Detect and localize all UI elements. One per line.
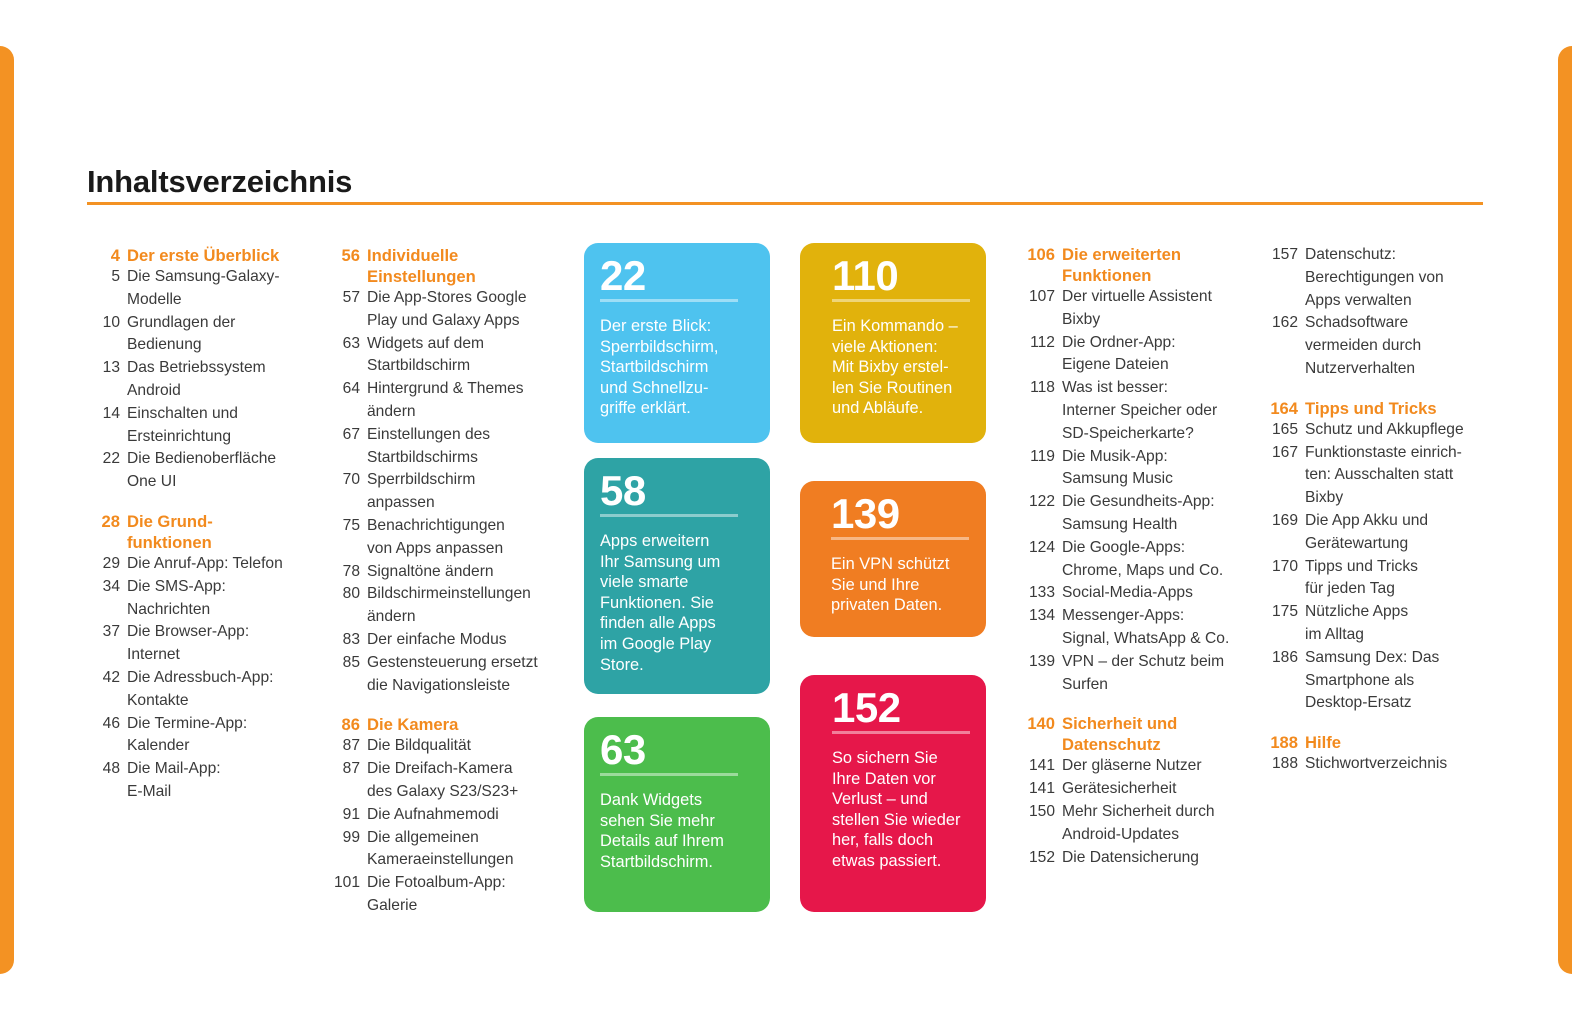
tile-divider [832,731,970,734]
entry-page-number: 87 [342,760,360,778]
section-title: Die Grund- funktionen [127,511,213,552]
toc-entry[interactable] [326,735,556,758]
section-page-number: 56 [341,246,360,265]
section-heading[interactable] [1015,244,1245,286]
highlight-tile-63[interactable] [584,717,770,912]
entry-page-number: 122 [1028,493,1055,511]
entry-title: Die Browser-App: Internet [127,623,250,664]
highlight-tile-22[interactable] [584,243,770,443]
entry-title: Die Bildqualität [367,737,472,755]
entry-title: Die Mail-App: E-Mail [127,760,221,800]
entry-page-number: 46 [102,714,120,732]
section-heading[interactable] [86,245,306,266]
tile-page-number: 139 [831,490,900,537]
entry-title: Die Aufnahmemodi [367,805,499,823]
section-page-number: 164 [1270,398,1298,418]
entry-title: Stichwortverzeichnis [1305,755,1448,773]
entry-page-number: 165 [1271,420,1298,438]
toc-entry[interactable] [86,713,306,759]
entry-page-number: 170 [1271,557,1298,575]
entry-page-number: 101 [333,874,360,892]
toc-entry[interactable] [86,553,306,576]
tile-divider [832,299,970,302]
tile-description: Dank Widgets sehen Sie mehr Details auf Ihrem Startbildschirm. [600,791,724,871]
entry-page-number: 119 [1030,447,1055,465]
toc-entry[interactable] [326,378,556,424]
entry-title: Funktionstaste einrich- ten: Ausschalten statt Bixby [1305,443,1462,507]
tile-description: Ein VPN schützt Sie und Ihre privaten Daten. [831,555,950,615]
entry-page-number: 14 [102,404,120,422]
toc-entry[interactable] [86,621,306,667]
toc-entry[interactable] [1015,582,1245,605]
entry-page-number: 169 [1271,511,1298,529]
entry-page-number: 175 [1271,603,1298,621]
entry-page-number: 152 [1028,848,1055,866]
entry-page-number: 141 [1028,757,1055,775]
page-title: Inhaltsverzeichnis [87,164,353,199]
tile-description: Der erste Blick: Sperrbildschirm, Startbildschirm und Schnellzu- griffe erklärt. [600,317,719,418]
entry-title: Die Termine-App: Kalender [127,714,248,755]
tile-page-number: 63 [600,726,646,773]
toc-entry[interactable] [1015,605,1245,651]
toc-section [1015,244,1245,696]
section-heading[interactable] [1258,398,1488,419]
toc-section [326,714,556,917]
entry-title: Grundlagen der Bedienung [127,313,236,354]
toc-entry[interactable] [326,469,556,515]
entry-page-number: 5 [111,268,120,285]
entry-title: Schadsoftware vermeiden durch Nutzerverhalten [1305,314,1422,377]
tile-page-number: 152 [832,684,901,731]
toc-entry[interactable] [86,312,306,358]
entry-title: Schutz und Akkupflege [1305,420,1464,438]
entry-page-number: 91 [342,805,360,823]
toc-entry[interactable] [86,357,306,403]
highlight-tile-58[interactable] [584,458,770,694]
section-title: Individuelle Einstellungen [367,246,476,286]
section-page-number: 188 [1270,733,1298,753]
entry-page-number: 22 [102,450,120,468]
highlight-tile-139[interactable] [800,481,986,637]
toc-entry[interactable] [326,424,556,470]
entry-page-number: 118 [1030,379,1055,397]
section-page-number: 140 [1027,714,1055,734]
entry-page-number: 75 [342,516,360,534]
entry-page-number: 34 [102,577,120,595]
toc-column-3 [1015,244,1245,869]
entry-page-number: 85 [342,653,360,671]
entry-title: Der gläserne Nutzer [1062,757,1202,775]
tile-divider [831,537,969,540]
entry-page-number: 186 [1271,648,1298,666]
entry-page-number: 70 [342,471,360,489]
toc-entry[interactable] [1258,753,1488,776]
entry-title: VPN – der Schutz beim Surfen [1062,652,1225,693]
entry-title: Die Anruf-App: Telefon [127,554,283,572]
entry-page-number: 107 [1028,288,1055,305]
entry-page-number: 67 [342,425,360,443]
entry-title: Benachrichtigungen von Apps anpassen [367,516,505,557]
section-heading[interactable] [1015,713,1245,755]
entry-page-number: 10 [102,313,120,331]
toc-entry[interactable] [1258,510,1488,556]
toc-entry[interactable] [1015,847,1245,870]
toc-section [1258,732,1488,776]
section-title: Die Kamera [367,715,459,735]
entry-title: Hintergrund & Themes ändern [367,380,524,420]
toc-entry[interactable] [326,515,556,561]
entry-title: Die Samsung-Galaxy- Modelle [127,268,280,308]
entry-page-number: 87 [342,737,360,755]
toc-section [1015,713,1245,869]
entry-title: Social-Media-Apps [1062,584,1193,602]
entry-page-number: 57 [342,289,360,306]
toc-section [86,245,306,494]
section-page-number: 4 [110,246,120,265]
section-heading[interactable] [1258,732,1488,753]
entry-title: Die allgemeinen Kameraeinstellungen [367,828,514,869]
right-edge-decoration [1558,46,1572,974]
entry-title: Sperrbildschirm anpassen [367,471,476,512]
entry-page-number: 64 [342,380,360,398]
entry-title: Die Adressbuch-App: Kontakte [127,668,274,709]
section-heading[interactable] [86,511,306,553]
entry-page-number: 83 [342,630,360,648]
entry-title: Die SMS-App: Nachrichten [127,577,226,618]
entry-title: Signaltöne ändern [367,562,494,580]
toc-column-1 [86,245,306,804]
section-heading[interactable] [326,714,556,735]
toc-entry[interactable] [1258,419,1488,442]
toc-entry[interactable] [1258,312,1488,380]
toc-entry[interactable] [326,827,556,873]
entry-page-number: 139 [1028,652,1055,670]
highlight-tile-110[interactable] [800,243,986,443]
toc-entry[interactable] [326,287,556,333]
toc-section [1258,244,1488,381]
toc-section [1258,398,1488,715]
toc-entry[interactable] [86,758,306,804]
toc-entry[interactable] [1258,601,1488,647]
entry-page-number: 13 [102,359,120,377]
toc-entry[interactable] [86,266,306,312]
entry-page-number: 167 [1271,443,1298,461]
toc-entry[interactable] [86,448,306,494]
section-title: Der erste Überblick [127,246,280,265]
entry-title: Der virtuelle Assistent Bixby [1062,288,1212,328]
entry-page-number: 63 [342,334,360,352]
section-title: Die erweiterten Funktionen [1062,245,1181,285]
toc-entry[interactable] [1015,491,1245,537]
toc-entry[interactable] [1258,442,1488,510]
toc-entry[interactable] [326,804,556,827]
tile-page-number: 58 [600,467,646,514]
section-title: Tipps und Tricks [1305,398,1437,418]
section-page-number: 28 [101,511,120,531]
section-title: Hilfe [1305,733,1341,753]
toc-section [326,245,556,697]
entry-title: Die Fotoalbum-App: Galerie [367,874,506,914]
entry-title: Die App Akku und Gerätewartung [1305,511,1429,552]
toc-entry[interactable] [86,403,306,449]
entry-title: Die Google-Apps: Chrome, Maps und Co. [1062,538,1224,579]
tile-page-number: 22 [600,252,646,299]
entry-title: Samsung Dex: Das Smartphone als Desktop-Ersatz [1305,648,1440,712]
entry-page-number: 42 [102,668,120,686]
highlight-tile-152[interactable] [800,675,986,912]
title-divider [87,202,1483,205]
entry-title: Messenger-Apps: Signal, WhatsApp & Co. [1062,607,1230,647]
toc-entry[interactable] [1015,537,1245,583]
entry-page-number: 157 [1271,246,1298,263]
toc-entry[interactable] [1015,332,1245,378]
entry-title: Das Betriebssystem Android [127,359,266,399]
entry-title: Die Gesundheits-App: Samsung Health [1062,493,1215,533]
toc-entry[interactable] [326,583,556,629]
section-page-number: 106 [1027,245,1055,264]
entry-title: Die Bedienoberfläche One UI [127,450,277,491]
toc-entry[interactable] [1015,778,1245,801]
toc-section [86,511,306,804]
entry-page-number: 141 [1028,780,1055,798]
entry-page-number: 37 [102,623,120,641]
toc-column-2 [326,245,556,918]
entry-title: Die Dreifach-Kamera des Galaxy S23/S23+ [367,760,519,800]
toc-entry[interactable] [1015,286,1245,332]
entry-page-number: 78 [342,562,360,580]
toc-entry[interactable] [1015,377,1245,445]
toc-entry[interactable] [326,629,556,652]
toc-column-4 [1258,244,1488,776]
section-title: Sicherheit und Datenschutz [1062,714,1178,755]
toc-entry[interactable] [1258,556,1488,602]
entry-title: Die Datensicherung [1062,848,1199,866]
entry-page-number: 112 [1030,333,1055,351]
toc-entry[interactable] [1015,755,1245,778]
toc-entry[interactable] [326,561,556,584]
entry-page-number: 99 [342,828,360,846]
tile-divider [600,514,738,517]
toc-entry[interactable] [326,333,556,379]
entry-title: Die App-Stores Google Play und Galaxy Apps [367,289,527,329]
toc-entry[interactable] [326,652,556,698]
toc-entry[interactable] [1258,647,1488,715]
entry-title: Die Musik-App: Samsung Music [1062,447,1173,488]
entry-title: Was ist besser: Interner Speicher oder SD-Speicherkarte? [1062,379,1218,442]
entry-page-number: 80 [342,585,360,603]
entry-page-number: 48 [102,760,120,778]
entry-page-number: 29 [102,554,120,572]
toc-entry[interactable] [326,872,556,918]
tile-description: So sichern Sie Ihre Daten vor Verlust – und stellen Sie wieder her, falls doch etwas passiert. [832,749,961,870]
entry-page-number: 162 [1271,314,1298,332]
toc-entry[interactable] [86,576,306,622]
entry-title: Tipps und Tricks für jeden Tag [1305,557,1418,598]
entry-page-number: 188 [1271,755,1298,773]
entry-page-number: 133 [1028,584,1055,602]
section-page-number: 86 [341,715,360,735]
entry-title: Widgets auf dem Startbildschirm [367,334,485,375]
left-edge-decoration [0,46,14,974]
tile-divider [600,299,738,302]
entry-title: Gerätesicherheit [1062,780,1177,798]
entry-page-number: 150 [1028,802,1055,820]
tile-description: Ein Kommando – viele Aktionen: Mit Bixby erstel- len Sie Routinen und Abläufe. [832,317,958,418]
tile-description: Apps erweitern Ihr Samsung um viele smarte Funktionen. Sie finden alle Apps im Google Play Store. [600,532,721,674]
toc-entry[interactable] [1015,651,1245,697]
entry-title: Nützliche Apps im Alltag [1305,603,1409,643]
toc-entry[interactable] [1015,801,1245,847]
section-heading[interactable] [326,245,556,287]
toc-entry[interactable] [86,667,306,713]
tile-divider [600,773,738,776]
entry-title: Der einfache Modus [367,630,507,648]
entry-title: Gestensteuerung ersetzt die Navigationsleiste [367,653,538,694]
entry-title: Die Ordner-App: Eigene Dateien [1062,333,1176,374]
toc-entry[interactable] [326,758,556,804]
entry-title: Einschalten und Ersteinrichtung [127,404,238,445]
entry-title: Einstellungen des Startbildschirms [367,425,491,466]
toc-entry[interactable] [1258,244,1488,312]
toc-entry[interactable] [1015,446,1245,492]
tile-page-number: 110 [832,252,899,299]
entry-title: Bildschirmeinstellungen ändern [367,585,531,626]
entry-page-number: 124 [1028,538,1055,556]
entry-page-number: 134 [1028,607,1055,625]
entry-title: Mehr Sicherheit durch Android-Updates [1062,802,1215,843]
entry-title: Datenschutz: Berechtigungen von Apps verwalten [1305,246,1444,309]
